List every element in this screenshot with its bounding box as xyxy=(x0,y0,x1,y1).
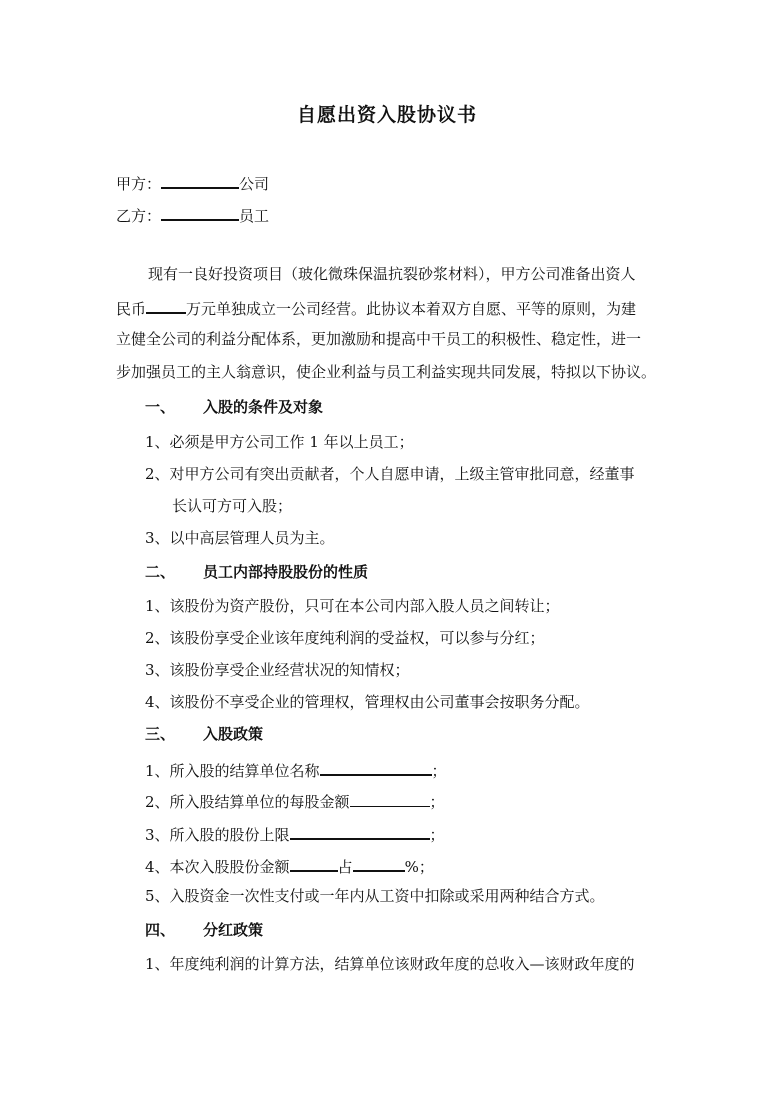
section-2-number: 二、 xyxy=(145,563,176,581)
section-1-item-2: 2、对甲方公司有突出贡献者，个人自愿申请，上级主管审批同意，经董事 xyxy=(145,465,635,483)
section-2-item-4: 4、该股份不享受企业的管理权，管理权由公司董事会按职务分配。 xyxy=(145,693,590,711)
semicolon: ； xyxy=(429,826,445,844)
section-4-title: 分红政策 xyxy=(203,921,264,939)
section-3-item-3 xyxy=(145,822,445,845)
intro-line-3: 立健全公司的利益分配体系，更加激励和提高中干员工的积极性、稳定性，进一 xyxy=(116,330,642,348)
settlement-unit-label: 1、所入股的结算单位名称 xyxy=(145,762,320,780)
share-amount-blank[interactable] xyxy=(290,854,338,872)
document-title: 自愿出资入股协议书 xyxy=(296,104,477,126)
intro-line-2 xyxy=(116,296,636,319)
party-a-label: 甲方： xyxy=(116,175,162,193)
section-1-title: 入股的条件及对象 xyxy=(203,398,324,416)
section-3-title: 入股政策 xyxy=(203,725,264,743)
share-limit-label: 3、所入股的股份上限 xyxy=(145,826,290,844)
party-b-line xyxy=(116,203,269,226)
semicolon: ； xyxy=(431,762,447,780)
party-a-suffix: 公司 xyxy=(239,175,270,193)
section-1-heading xyxy=(145,397,323,417)
section-1-item-2-cont: 长认可方可入股； xyxy=(172,497,293,515)
intro-line-2-post: 万元单独成立一公司经营。此协议本着双方自愿、平等的原则，为建 xyxy=(186,300,637,318)
section-4-item-1: 1、年度纯利润的计算方法，结算单位该财政年度的总收入—该财政年度的 xyxy=(145,955,635,973)
semicolon: ； xyxy=(429,793,445,811)
section-3-number: 三、 xyxy=(145,725,176,743)
section-4-heading xyxy=(145,920,263,940)
section-2-item-2: 2、该股份享受企业该年度纯利润的受益权，可以参与分红； xyxy=(145,629,545,647)
party-a-line xyxy=(116,171,269,194)
section-4-number: 四、 xyxy=(145,921,176,939)
share-ratio-label: 占 xyxy=(337,858,353,876)
section-1-item-3: 3、以中高层管理人员为主。 xyxy=(145,529,335,547)
party-b-blank[interactable] xyxy=(161,203,239,221)
section-1-number: 一、 xyxy=(145,398,176,416)
settlement-unit-blank[interactable] xyxy=(320,758,432,776)
section-3-item-5: 5、入股资金一次性支付或一年内从工资中扣除或采用两种结合方式。 xyxy=(145,887,605,905)
section-2-title: 员工内部持股股份的性质 xyxy=(203,563,369,581)
share-ratio-blank[interactable] xyxy=(353,854,405,872)
section-3-item-1 xyxy=(145,758,447,781)
party-b-label: 乙方： xyxy=(116,207,162,225)
section-3-heading xyxy=(145,724,263,744)
section-2-item-1: 1、该股份为资产股份，只可在本公司内部入股人员之间转让； xyxy=(145,597,560,615)
intro-line-4: 步加强员工的主人翁意识，使企业利益与员工利益实现共同发展，特拟以下协议。 xyxy=(116,363,657,381)
share-amount-label: 4、本次入股股份金额 xyxy=(145,858,290,876)
section-2-heading xyxy=(145,562,368,582)
capital-amount-blank[interactable] xyxy=(146,296,186,314)
party-a-blank[interactable] xyxy=(161,171,239,189)
section-3-item-4 xyxy=(145,854,434,877)
share-price-blank[interactable] xyxy=(350,790,430,807)
party-b-suffix: 员工 xyxy=(239,207,270,225)
section-2-item-3: 3、该股份享受企业经营状况的知情权； xyxy=(145,661,410,679)
intro-line-1: 现有一良好投资项目（玻化微珠保温抗裂砂浆材料），甲方公司准备出资人 xyxy=(148,265,636,283)
intro-line-2-pre: 民币 xyxy=(116,300,147,318)
share-limit-blank[interactable] xyxy=(290,822,430,840)
percent-suffix: %； xyxy=(404,858,434,876)
section-1-item-1: 1、必须是甲方公司工作 1 年以上员工； xyxy=(145,433,414,451)
section-3-item-2 xyxy=(145,790,445,812)
share-price-label: 2、所入股结算单位的每股金额 xyxy=(145,793,350,811)
